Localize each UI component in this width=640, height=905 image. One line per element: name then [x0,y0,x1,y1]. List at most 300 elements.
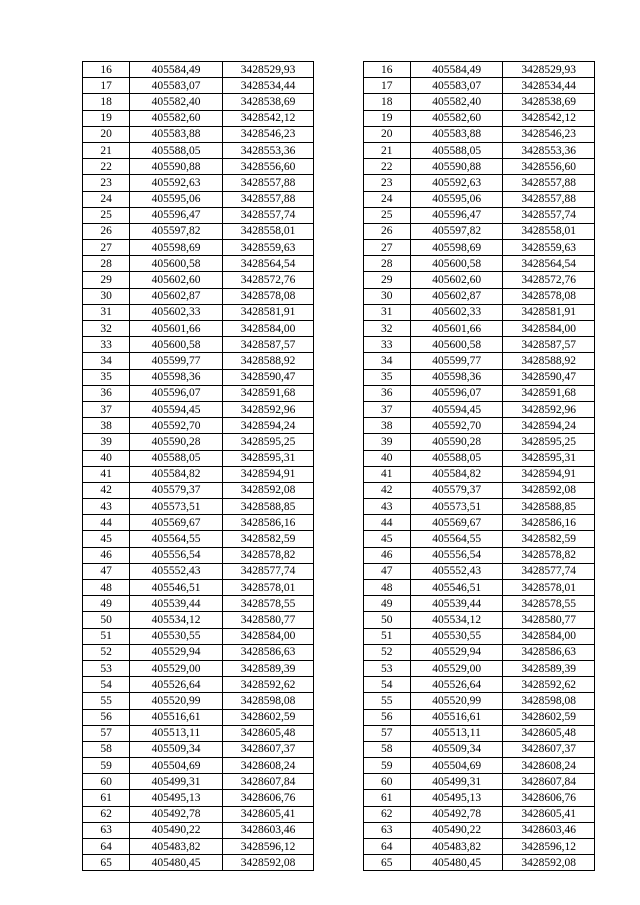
column-gap [314,256,363,272]
point-number-cell: 54 [363,677,410,693]
point-number-cell: 31 [83,304,130,320]
x-coordinate-cell: 405516,61 [130,709,223,725]
table-row [83,369,595,385]
column-gap [314,401,363,417]
point-number-cell: 42 [83,482,130,498]
point-number-cell: 37 [83,401,130,417]
y-coordinate-cell: 3428595,31 [222,450,314,466]
coordinates-table-body [83,62,595,871]
x-coordinate-cell: 405594,45 [410,401,503,417]
point-number-cell: 52 [83,644,130,660]
column-gap [314,207,363,223]
x-coordinate-cell: 405564,55 [410,531,503,547]
table-row [83,401,595,417]
column-gap [314,612,363,628]
x-coordinate-cell: 405499,31 [130,774,223,790]
x-coordinate-cell: 405490,22 [410,822,503,838]
column-gap [314,628,363,644]
y-coordinate-cell: 3428586,16 [503,515,595,531]
table-row [83,839,595,855]
point-number-cell: 56 [83,709,130,725]
point-number-cell: 47 [363,563,410,579]
column-gap [314,693,363,709]
point-number-cell: 61 [83,790,130,806]
x-coordinate-cell: 405573,51 [410,499,503,515]
x-coordinate-cell: 405509,34 [410,741,503,757]
table-row [83,563,595,579]
y-coordinate-cell: 3428606,76 [222,790,314,806]
table-row [83,223,595,239]
point-number-cell: 23 [83,175,130,191]
table-row [83,62,595,78]
column-gap [314,337,363,353]
y-coordinate-cell: 3428581,91 [222,304,314,320]
column-gap [314,385,363,401]
x-coordinate-cell: 405592,63 [130,175,223,191]
point-number-cell: 25 [83,207,130,223]
x-coordinate-cell: 405579,37 [410,482,503,498]
point-number-cell: 32 [363,321,410,337]
y-coordinate-cell: 3428607,84 [503,774,595,790]
column-gap [314,369,363,385]
point-number-cell: 18 [363,94,410,110]
point-number-cell: 19 [83,110,130,126]
point-number-cell: 30 [363,288,410,304]
table-row [83,126,595,142]
point-number-cell: 48 [363,580,410,596]
column-gap [314,806,363,822]
column-gap [314,709,363,725]
column-gap [314,515,363,531]
point-number-cell: 61 [363,790,410,806]
point-number-cell: 63 [83,822,130,838]
column-gap [314,272,363,288]
table-row [83,256,595,272]
y-coordinate-cell: 3428592,08 [222,482,314,498]
x-coordinate-cell: 405600,58 [130,256,223,272]
x-coordinate-cell: 405582,40 [410,94,503,110]
y-coordinate-cell: 3428588,92 [503,353,595,369]
point-number-cell: 16 [363,62,410,78]
y-coordinate-cell: 3428546,23 [503,126,595,142]
point-number-cell: 39 [83,434,130,450]
point-number-cell: 28 [363,256,410,272]
x-coordinate-cell: 405504,69 [410,758,503,774]
x-coordinate-cell: 405529,94 [130,644,223,660]
table-row [83,499,595,515]
point-number-cell: 42 [363,482,410,498]
point-number-cell: 32 [83,321,130,337]
x-coordinate-cell: 405596,07 [410,385,503,401]
point-number-cell: 59 [363,758,410,774]
y-coordinate-cell: 3428596,12 [222,839,314,855]
x-coordinate-cell: 405490,22 [130,822,223,838]
y-coordinate-cell: 3428542,12 [222,110,314,126]
point-number-cell: 40 [83,450,130,466]
table-row [83,240,595,256]
table-row [83,677,595,693]
x-coordinate-cell: 405583,07 [410,78,503,94]
table-row [83,660,595,676]
table-row [83,110,595,126]
point-number-cell: 44 [83,515,130,531]
y-coordinate-cell: 3428564,54 [503,256,595,272]
table-row [83,644,595,660]
table-row [83,337,595,353]
x-coordinate-cell: 405584,49 [130,62,223,78]
column-gap [314,774,363,790]
x-coordinate-cell: 405584,82 [130,466,223,482]
table-row [83,450,595,466]
table-row [83,175,595,191]
point-number-cell: 57 [363,725,410,741]
y-coordinate-cell: 3428546,23 [222,126,314,142]
y-coordinate-cell: 3428582,59 [503,531,595,547]
table-row [83,321,595,337]
x-coordinate-cell: 405590,88 [410,159,503,175]
x-coordinate-cell: 405584,49 [410,62,503,78]
point-number-cell: 17 [363,78,410,94]
x-coordinate-cell: 405592,70 [130,418,223,434]
y-coordinate-cell: 3428542,12 [503,110,595,126]
point-number-cell: 19 [363,110,410,126]
y-coordinate-cell: 3428534,44 [222,78,314,94]
column-gap [314,126,363,142]
x-coordinate-cell: 405492,78 [410,806,503,822]
x-coordinate-cell: 405579,37 [130,482,223,498]
point-number-cell: 62 [83,806,130,822]
x-coordinate-cell: 405602,87 [410,288,503,304]
y-coordinate-cell: 3428591,68 [503,385,595,401]
table-row [83,725,595,741]
column-gap [314,855,363,871]
point-number-cell: 41 [363,466,410,482]
point-number-cell: 33 [83,337,130,353]
column-gap [314,839,363,855]
point-number-cell: 29 [363,272,410,288]
point-number-cell: 20 [363,126,410,142]
table-row [83,207,595,223]
point-number-cell: 53 [83,660,130,676]
column-gap [314,758,363,774]
y-coordinate-cell: 3428557,88 [222,175,314,191]
x-coordinate-cell: 405509,34 [130,741,223,757]
point-number-cell: 64 [83,839,130,855]
x-coordinate-cell: 405588,05 [130,450,223,466]
x-coordinate-cell: 405602,60 [410,272,503,288]
x-coordinate-cell: 405573,51 [130,499,223,515]
y-coordinate-cell: 3428581,91 [503,304,595,320]
y-coordinate-cell: 3428577,74 [222,563,314,579]
point-number-cell: 41 [83,466,130,482]
point-number-cell: 50 [363,612,410,628]
point-number-cell: 63 [363,822,410,838]
column-gap [314,159,363,175]
y-coordinate-cell: 3428589,39 [222,660,314,676]
x-coordinate-cell: 405598,69 [130,240,223,256]
column-gap [314,353,363,369]
point-number-cell: 30 [83,288,130,304]
x-coordinate-cell: 405480,45 [410,855,503,871]
x-coordinate-cell: 405600,58 [410,337,503,353]
column-gap [314,596,363,612]
column-gap [314,725,363,741]
point-number-cell: 17 [83,78,130,94]
x-coordinate-cell: 405483,82 [410,839,503,855]
table-row [83,142,595,158]
y-coordinate-cell: 3428582,59 [222,531,314,547]
y-coordinate-cell: 3428592,96 [222,401,314,417]
y-coordinate-cell: 3428557,88 [222,191,314,207]
point-number-cell: 43 [363,499,410,515]
y-coordinate-cell: 3428557,88 [503,175,595,191]
y-coordinate-cell: 3428578,82 [503,547,595,563]
point-number-cell: 24 [363,191,410,207]
table-row [83,741,595,757]
column-gap [314,434,363,450]
x-coordinate-cell: 405552,43 [130,563,223,579]
point-number-cell: 53 [363,660,410,676]
column-gap [314,563,363,579]
x-coordinate-cell: 405556,54 [130,547,223,563]
x-coordinate-cell: 405600,58 [130,337,223,353]
x-coordinate-cell: 405483,82 [130,839,223,855]
column-gap [314,677,363,693]
y-coordinate-cell: 3428591,68 [222,385,314,401]
point-number-cell: 34 [363,353,410,369]
y-coordinate-cell: 3428595,25 [222,434,314,450]
point-number-cell: 44 [363,515,410,531]
x-coordinate-cell: 405546,51 [130,580,223,596]
table-row [83,466,595,482]
x-coordinate-cell: 405592,63 [410,175,503,191]
table-row [83,806,595,822]
y-coordinate-cell: 3428578,55 [222,596,314,612]
y-coordinate-cell: 3428590,47 [222,369,314,385]
y-coordinate-cell: 3428588,85 [503,499,595,515]
x-coordinate-cell: 405569,67 [410,515,503,531]
column-gap [314,191,363,207]
x-coordinate-cell: 405590,28 [130,434,223,450]
y-coordinate-cell: 3428578,01 [222,580,314,596]
y-coordinate-cell: 3428572,76 [222,272,314,288]
y-coordinate-cell: 3428587,57 [222,337,314,353]
x-coordinate-cell: 405595,06 [130,191,223,207]
x-coordinate-cell: 405513,11 [130,725,223,741]
x-coordinate-cell: 405546,51 [410,580,503,596]
y-coordinate-cell: 3428605,41 [222,806,314,822]
point-number-cell: 40 [363,450,410,466]
table-row [83,790,595,806]
x-coordinate-cell: 405601,66 [130,321,223,337]
point-number-cell: 16 [83,62,130,78]
point-number-cell: 27 [363,240,410,256]
y-coordinate-cell: 3428556,60 [222,159,314,175]
point-number-cell: 23 [363,175,410,191]
table-row [83,628,595,644]
y-coordinate-cell: 3428584,00 [503,628,595,644]
y-coordinate-cell: 3428557,74 [222,207,314,223]
point-number-cell: 52 [363,644,410,660]
table-row [83,304,595,320]
point-number-cell: 20 [83,126,130,142]
y-coordinate-cell: 3428584,00 [222,321,314,337]
y-coordinate-cell: 3428603,46 [503,822,595,838]
y-coordinate-cell: 3428587,57 [503,337,595,353]
point-number-cell: 26 [363,223,410,239]
x-coordinate-cell: 405597,82 [130,223,223,239]
y-coordinate-cell: 3428557,88 [503,191,595,207]
x-coordinate-cell: 405583,07 [130,78,223,94]
column-gap [314,418,363,434]
x-coordinate-cell: 405582,40 [130,94,223,110]
x-coordinate-cell: 405596,47 [130,207,223,223]
x-coordinate-cell: 405597,82 [410,223,503,239]
x-coordinate-cell: 405520,99 [410,693,503,709]
x-coordinate-cell: 405530,55 [130,628,223,644]
y-coordinate-cell: 3428608,24 [222,758,314,774]
point-number-cell: 39 [363,434,410,450]
x-coordinate-cell: 405588,05 [410,450,503,466]
point-number-cell: 60 [83,774,130,790]
table-row [83,191,595,207]
point-number-cell: 58 [83,741,130,757]
x-coordinate-cell: 405602,33 [130,304,223,320]
table-row [83,580,595,596]
x-coordinate-cell: 405495,13 [130,790,223,806]
y-coordinate-cell: 3428558,01 [222,223,314,239]
y-coordinate-cell: 3428589,39 [503,660,595,676]
x-coordinate-cell: 405569,67 [130,515,223,531]
x-coordinate-cell: 405590,88 [130,159,223,175]
point-number-cell: 34 [83,353,130,369]
point-number-cell: 49 [83,596,130,612]
x-coordinate-cell: 405602,87 [130,288,223,304]
x-coordinate-cell: 405598,36 [410,369,503,385]
column-gap [314,62,363,78]
y-coordinate-cell: 3428559,63 [222,240,314,256]
table-row [83,434,595,450]
table-row [83,94,595,110]
x-coordinate-cell: 405599,77 [130,353,223,369]
y-coordinate-cell: 3428580,77 [503,612,595,628]
point-number-cell: 22 [83,159,130,175]
y-coordinate-cell: 3428588,85 [222,499,314,515]
column-gap [314,110,363,126]
column-gap [314,741,363,757]
point-number-cell: 59 [83,758,130,774]
column-gap [314,78,363,94]
point-number-cell: 65 [83,855,130,871]
y-coordinate-cell: 3428592,62 [222,677,314,693]
point-number-cell: 62 [363,806,410,822]
point-number-cell: 65 [363,855,410,871]
point-number-cell: 36 [363,385,410,401]
y-coordinate-cell: 3428538,69 [503,94,595,110]
y-coordinate-cell: 3428529,93 [222,62,314,78]
point-number-cell: 50 [83,612,130,628]
x-coordinate-cell: 405601,66 [410,321,503,337]
y-coordinate-cell: 3428578,55 [503,596,595,612]
column-gap [314,288,363,304]
x-coordinate-cell: 405520,99 [130,693,223,709]
y-coordinate-cell: 3428592,08 [222,855,314,871]
point-number-cell: 29 [83,272,130,288]
point-number-cell: 18 [83,94,130,110]
x-coordinate-cell: 405526,64 [410,677,503,693]
y-coordinate-cell: 3428559,63 [503,240,595,256]
point-number-cell: 33 [363,337,410,353]
y-coordinate-cell: 3428598,08 [222,693,314,709]
table-row [83,418,595,434]
point-number-cell: 51 [363,628,410,644]
x-coordinate-cell: 405598,36 [130,369,223,385]
y-coordinate-cell: 3428595,25 [503,434,595,450]
point-number-cell: 49 [363,596,410,612]
point-number-cell: 51 [83,628,130,644]
y-coordinate-cell: 3428586,16 [222,515,314,531]
y-coordinate-cell: 3428584,00 [503,321,595,337]
point-number-cell: 38 [83,418,130,434]
x-coordinate-cell: 405592,70 [410,418,503,434]
y-coordinate-cell: 3428564,54 [222,256,314,272]
y-coordinate-cell: 3428602,59 [503,709,595,725]
point-number-cell: 35 [363,369,410,385]
x-coordinate-cell: 405588,05 [130,142,223,158]
table-row [83,855,595,871]
x-coordinate-cell: 405590,28 [410,434,503,450]
point-number-cell: 35 [83,369,130,385]
point-number-cell: 55 [363,693,410,709]
coordinates-table [82,61,595,871]
x-coordinate-cell: 405596,47 [410,207,503,223]
column-gap [314,482,363,498]
y-coordinate-cell: 3428578,01 [503,580,595,596]
table-row [83,596,595,612]
y-coordinate-cell: 3428586,63 [222,644,314,660]
y-coordinate-cell: 3428580,77 [222,612,314,628]
y-coordinate-cell: 3428594,91 [222,466,314,482]
table-row [83,709,595,725]
column-gap [314,223,363,239]
column-gap [314,660,363,676]
column-gap [314,531,363,547]
table-row [83,693,595,709]
table-row [83,612,595,628]
table-row [83,515,595,531]
x-coordinate-cell: 405539,44 [130,596,223,612]
x-coordinate-cell: 405583,88 [410,126,503,142]
y-coordinate-cell: 3428607,37 [222,741,314,757]
y-coordinate-cell: 3428592,08 [503,482,595,498]
table-row [83,547,595,563]
point-number-cell: 57 [83,725,130,741]
x-coordinate-cell: 405595,06 [410,191,503,207]
x-coordinate-cell: 405492,78 [130,806,223,822]
y-coordinate-cell: 3428578,08 [222,288,314,304]
x-coordinate-cell: 405499,31 [410,774,503,790]
x-coordinate-cell: 405534,12 [410,612,503,628]
point-number-cell: 60 [363,774,410,790]
column-gap [314,790,363,806]
point-number-cell: 43 [83,499,130,515]
x-coordinate-cell: 405594,45 [130,401,223,417]
point-number-cell: 54 [83,677,130,693]
y-coordinate-cell: 3428578,08 [503,288,595,304]
column-gap [314,822,363,838]
x-coordinate-cell: 405600,58 [410,256,503,272]
y-coordinate-cell: 3428588,92 [222,353,314,369]
